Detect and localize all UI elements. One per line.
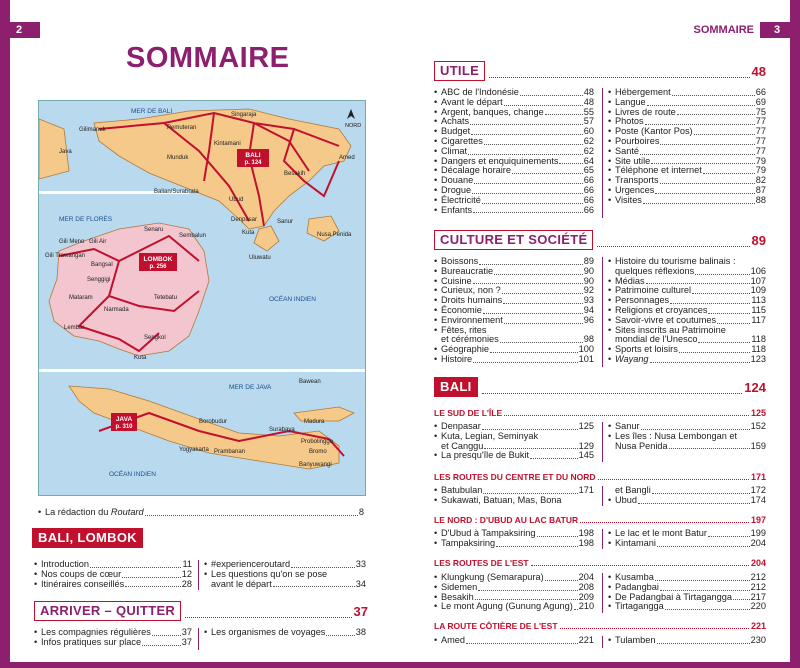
toc-entry: • Sanur 152 [608, 421, 766, 431]
toc-entry: Nusa Penida 159 [615, 440, 766, 451]
section-header-bali-lombok: BALI, LOMBOK [32, 528, 368, 548]
toc-entry: • Photos 77 [608, 116, 766, 127]
toc-entry: • Pourboires 77 [608, 135, 766, 146]
svg-text:Pemuteran: Pemuteran [167, 125, 197, 131]
toc-entry: • Téléphone et internet 79 [608, 165, 766, 176]
svg-text:Amed: Amed [339, 155, 355, 161]
toc-entry: • Urgences 87 [608, 184, 766, 195]
toc-column [34, 560, 192, 589]
toc-entry: • Les organismes de voyages 38 [204, 627, 366, 637]
toc-entry: • Tampaksiring 198 [434, 537, 594, 548]
toc-entry: • Sukawati, Batuan, Mas, Bona [434, 494, 562, 505]
toc-entry: • Les compagnies régulières 37 [34, 627, 192, 637]
toc-entry: • Personnages 113 [608, 295, 766, 306]
toc-entry: • Dangers et enquiquinements 64 [434, 155, 594, 166]
svg-text:Surabaya: Surabaya [269, 427, 295, 433]
toc-entry: • Histoire du tourisme balinais : [608, 256, 736, 266]
subsection-header: LES ROUTES DU CENTRE ET DU NORD 171 [434, 472, 766, 482]
svg-text:MER DE JAVA: MER DE JAVA [229, 384, 272, 391]
toc-column [204, 560, 366, 589]
toc-entry: mondial de l'Unesco 118 [615, 334, 766, 345]
subsection-header: LES ROUTES DE L'EST 204 [434, 558, 766, 568]
toc-entry: • Hébergement 66 [608, 87, 766, 97]
toc-column [434, 422, 594, 461]
toc-entry: • Savoir-vivre et coutumes 117 [608, 314, 766, 325]
toc-column [434, 573, 594, 612]
toc-column [608, 257, 766, 365]
toc-entry: • ABC de l'Indonésie 48 [434, 87, 594, 97]
toc-column [204, 628, 366, 638]
toc-entry: avant le départ 34 [211, 578, 366, 589]
svg-text:Besakih: Besakih [284, 171, 306, 177]
column-divider [198, 628, 199, 650]
column-divider [198, 560, 199, 590]
left-edge-bar [0, 0, 10, 668]
toc-column [608, 88, 766, 206]
region-map [38, 100, 366, 496]
column-divider [602, 486, 603, 506]
subsection-header: LA ROUTE CÔTIÈRE DE L'EST 221 [434, 621, 766, 631]
svg-text:MER DE FLORÈS: MER DE FLORÈS [59, 216, 113, 223]
toc-entry: • #experienceroutard 33 [204, 559, 366, 569]
section-header-arriver-quitter: ARRIVER – QUITTER 37 [34, 601, 368, 621]
svg-text:Sembalun: Sembalun [179, 233, 207, 239]
toc-entry: • Tirtagangga 220 [608, 601, 766, 612]
toc-entry: • Histoire 101 [434, 353, 594, 364]
toc-entry: • Le lac et le mont Batur 199 [608, 528, 766, 538]
svg-text:Prambanan: Prambanan [214, 449, 246, 455]
toc-entry: • Tulamben 230 [608, 635, 766, 645]
svg-text:Gilimanuk: Gilimanuk [79, 127, 106, 133]
toc-column [608, 422, 766, 451]
toc-entry: • Nos coups de cœur 12 [34, 568, 192, 579]
toc-column [434, 486, 594, 506]
svg-text:LOMBOK: LOMBOK [143, 256, 173, 263]
toc-entry: • Religions et croyances 115 [608, 304, 766, 315]
toc-entry: • Kuta, Legian, Seminyak [434, 430, 539, 441]
toc-column [608, 486, 766, 506]
toc-entry: et cérémonies 98 [441, 334, 594, 345]
column-divider [602, 573, 603, 613]
right-edge-bar [790, 0, 800, 668]
toc-entry: • Wayang 123 [608, 353, 766, 364]
toc-entry: • Itinéraires conseillés 28 [34, 578, 192, 589]
section-header-bali: BALI 124 [434, 377, 766, 397]
toc-entry: • Livres de route 75 [608, 106, 766, 117]
svg-text:Banyuwangi: Banyuwangi [299, 462, 332, 468]
toc-entry: • La rédaction du Routard 8 [38, 507, 364, 517]
column-divider [602, 88, 603, 218]
subsection-header: LE NORD : D'UBUD AU LAC BATUR 197 [434, 515, 766, 525]
svg-text:Gili Meno: Gili Meno [59, 239, 85, 245]
toc-entry: • Amed 221 [434, 635, 594, 645]
svg-text:Gili Trawangan: Gili Trawangan [45, 253, 86, 259]
subsection-header: LE SUD DE L'ÎLE 125 [434, 408, 766, 418]
svg-text:Balian/Surabrata: Balian/Surabrata [154, 189, 199, 195]
svg-text:Lembar: Lembar [64, 325, 85, 331]
svg-text:Kuta: Kuta [134, 355, 147, 361]
svg-text:Singaraja: Singaraja [231, 112, 257, 118]
toc-entry: • Médias 107 [608, 275, 766, 286]
svg-text:BALI: BALI [245, 152, 261, 159]
page-number-right: 3 [760, 22, 800, 38]
toc-entry: • Achats 57 [434, 116, 594, 127]
toc-entry: • Sites inscrits au Patrimoine [608, 324, 726, 335]
svg-text:Gili Air: Gili Air [89, 239, 107, 245]
column-divider [602, 257, 603, 367]
bottom-edge-bar [0, 662, 800, 668]
svg-text:Yogyakarta: Yogyakarta [179, 447, 209, 453]
toc-entry: • Padangbai 212 [608, 581, 766, 592]
toc-entry: • Le mont Agung (Gunung Agung) 210 [434, 601, 595, 612]
svg-text:OCÉAN INDIEN: OCÉAN INDIEN [109, 471, 156, 478]
toc-entry: • Budget 60 [434, 126, 594, 137]
toc-entry: • Fêtes, rites [434, 324, 487, 335]
toc-entry: • Besakih 209 [434, 591, 594, 602]
toc-entry: et Canggu 129 [441, 440, 594, 451]
toc-entry: • Introduction 11 [34, 559, 192, 569]
toc-column [434, 88, 594, 215]
toc-entry: • Visites 88 [608, 194, 766, 205]
toc-column [434, 529, 594, 549]
toc-entry: • Infos pratiques sur place 37 [34, 636, 192, 647]
toc-entry: • Bureaucratie 90 [434, 265, 594, 276]
toc-entry: • Site utile 79 [608, 155, 766, 166]
svg-text:p. 310: p. 310 [115, 424, 133, 430]
svg-text:Madura: Madura [304, 419, 325, 425]
toc-column [34, 628, 192, 648]
svg-text:Bangsal: Bangsal [91, 262, 113, 268]
toc-entry: • Denpasar 125 [434, 421, 594, 431]
svg-text:Ubud: Ubud [229, 197, 244, 203]
svg-text:Kuta: Kuta [242, 230, 255, 236]
intro-entry [38, 508, 364, 518]
toc-entry: • Géographie 100 [434, 344, 594, 355]
svg-text:Java: Java [59, 149, 72, 155]
toc-entry: • De Padangbai à Tirtagangga 217 [608, 591, 766, 602]
toc-entry: • Boissons 89 [434, 256, 594, 266]
svg-text:Mataram: Mataram [69, 295, 93, 301]
svg-text:Borobudur: Borobudur [199, 419, 228, 425]
column-divider [602, 636, 603, 648]
toc-entry: • Environnement 96 [434, 314, 594, 325]
svg-text:NORD: NORD [345, 123, 362, 129]
toc-column [608, 529, 766, 549]
toc-entry: • Drogue 66 [434, 184, 594, 195]
toc-column [608, 573, 766, 612]
section-header-utile: UTILE 48 [434, 61, 766, 81]
svg-text:p. 256: p. 256 [149, 264, 167, 270]
toc-entry: • Cuisine 90 [434, 275, 594, 286]
section-header-culture: CULTURE ET SOCIÉTÉ 89 [434, 230, 766, 250]
svg-text:Bromo: Bromo [309, 449, 327, 455]
callout-bali [237, 149, 269, 167]
toc-entry: • Poste (Kantor Pos) 77 [608, 126, 766, 137]
svg-text:OCÉAN INDIEN: OCÉAN INDIEN [269, 296, 316, 303]
toc-column [434, 257, 594, 365]
toc-entry: • Transports 82 [608, 175, 766, 186]
toc-entry: • Santé 77 [608, 145, 766, 156]
sea-label-bali: MER DE BALI [131, 108, 173, 115]
toc-entry: • Langue 69 [608, 96, 766, 107]
toc-entry: • Sidemen 208 [434, 581, 594, 592]
page-number-left: 2 [0, 22, 40, 38]
svg-text:Denpasar: Denpasar [231, 217, 258, 223]
toc-entry: quelques réflexions 106 [615, 265, 766, 276]
toc-entry: • Électricité 66 [434, 194, 594, 205]
svg-text:Kintamani: Kintamani [214, 141, 241, 147]
running-title: SOMMAIRE [693, 24, 754, 36]
svg-text:p. 124: p. 124 [244, 160, 262, 166]
svg-text:JAVA: JAVA [115, 416, 133, 423]
toc-entry: • Climat 62 [434, 145, 594, 156]
toc-entry: • Avant le départ 48 [434, 96, 594, 107]
toc-entry: • Patrimoine culturel 109 [608, 285, 766, 296]
svg-text:Nusa Penida: Nusa Penida [317, 232, 352, 238]
toc-entry: • Cigarettes 62 [434, 135, 594, 146]
callout-lombok [139, 253, 177, 271]
toc-entry: • La presqu'île de Bukit 145 [434, 450, 594, 461]
toc-entry: • D'Ubud à Tampaksiring 198 [434, 528, 594, 538]
svg-text:Senggigi: Senggigi [87, 277, 111, 283]
toc-column [434, 636, 594, 646]
svg-text:Sengkol: Sengkol [144, 335, 166, 341]
toc-entry: • Douane 66 [434, 175, 594, 186]
svg-text:Uluwatu: Uluwatu [249, 255, 271, 261]
toc-column [608, 636, 766, 646]
svg-text:Bawean: Bawean [299, 379, 321, 385]
toc-entry: • Les questions qu'on se pose [204, 568, 328, 579]
toc-entry: • Économie 94 [434, 304, 594, 315]
toc-entry: • Kusamba 212 [608, 572, 766, 582]
toc-entry: • Les îles : Nusa Lembongan et [608, 430, 738, 441]
svg-text:Tetebatu: Tetebatu [154, 295, 178, 301]
toc-entry: • Curieux, non ? 92 [434, 285, 594, 296]
toc-entry: • Klungkung (Semarapura) 204 [434, 572, 594, 582]
toc-entry: • Droits humains 93 [434, 295, 594, 306]
toc-entry: • Ubud 174 [608, 494, 766, 505]
map-svg [39, 101, 365, 495]
svg-text:Probolinggo: Probolinggo [301, 439, 334, 445]
toc-entry: • Enfants 66 [434, 204, 594, 215]
column-divider [602, 422, 603, 462]
svg-text:Sanur: Sanur [277, 219, 294, 225]
svg-text:Munduk: Munduk [167, 155, 189, 161]
toc-entry: • Sports et loisirs 118 [608, 344, 766, 355]
page-title: SOMMAIRE [126, 42, 290, 74]
toc-entry: • Décalage horaire 65 [434, 165, 594, 176]
svg-text:Narmada: Narmada [104, 307, 129, 313]
toc-entry: • Argent, banques, change 55 [434, 106, 594, 117]
toc-entry: et Bangli 172 [615, 485, 766, 495]
toc-entry: • Batubulan 171 [434, 485, 594, 495]
toc-entry: • Kintamani 204 [608, 537, 766, 548]
callout-java [111, 413, 137, 431]
column-divider [602, 529, 603, 549]
svg-text:Senaru: Senaru [144, 227, 164, 233]
